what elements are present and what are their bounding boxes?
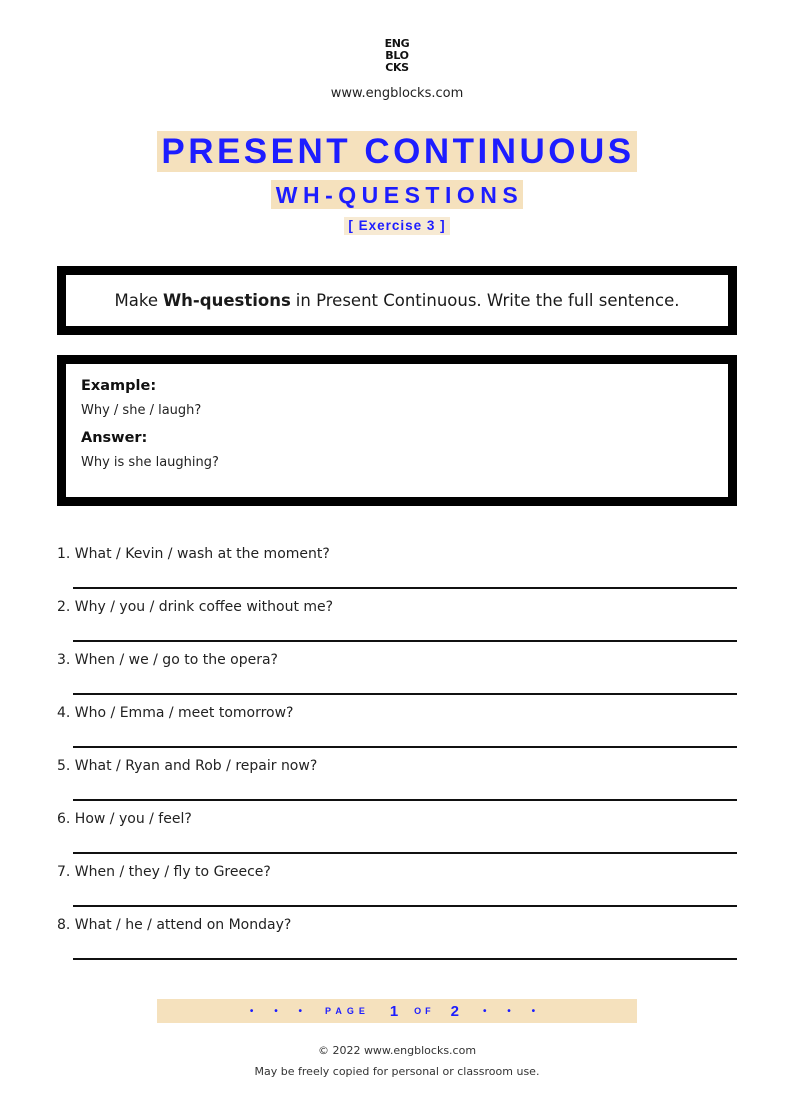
question-item [57,589,737,642]
page-current: 1 [389,1002,399,1020]
question-text: 6. How / you / feel? [57,811,192,827]
question-item [57,907,737,960]
question-text: 5. What / Ryan and Rob / repair now? [57,758,318,774]
worksheet-title: PRESENT CONTINUOUS [157,131,636,172]
question-text: 4. Who / Emma / meet tomorrow? [57,705,294,721]
question-item [57,854,737,907]
example-answer: Why is she laughing? [81,455,219,470]
instruction-after: in Present Continuous. Write the full sentence. [295,291,680,310]
question-item [57,642,737,695]
logo-line: BLO [385,49,409,62]
dots-right: • • • [483,1005,545,1017]
worksheet-subtitle: WH-QUESTIONS [271,180,523,209]
question-text: 1. What / Kevin / wash at the moment? [57,546,330,562]
answer-line[interactable] [73,958,737,960]
question-item [57,695,737,748]
exercise-wrapper [0,215,794,235]
page-total: 2 [450,1002,460,1020]
page-indicator [157,999,637,1023]
instruction-box [57,266,737,335]
title-wrapper [0,131,794,172]
question-item [57,748,737,801]
of-word: OF [414,1006,435,1016]
usage-note: May be freely copied for personal or classroom use. [254,1065,540,1078]
logo-line: CKS [385,61,409,74]
question-item [57,801,737,854]
example-prompt: Why / she / laugh? [81,403,202,418]
example-label: Example: [81,378,157,394]
question-text: 3. When / we / go to the opera? [57,652,278,668]
copyright: © 2022 www.engblocks.com [317,1044,477,1057]
exercise-label: [ Exercise 3 ] [344,217,449,235]
site-url: www.engblocks.com [330,86,464,101]
dots-left: • • • [249,1005,311,1017]
question-item [57,536,737,589]
question-text: 8. What / he / attend on Monday? [57,917,292,933]
question-text: 2. Why / you / drink coffee without me? [57,599,334,615]
question-text: 7. When / they / fly to Greece? [57,864,271,880]
example-box [57,355,737,506]
page-word: PAGE [324,1006,370,1016]
question-list [57,536,737,960]
answer-label: Answer: [81,430,148,446]
engblocks-logo [380,38,414,74]
instruction-before: Make [114,291,158,310]
instruction-bold: Wh-questions [162,291,291,310]
logo-line: ENG [384,37,410,50]
subtitle-wrapper [0,180,794,209]
